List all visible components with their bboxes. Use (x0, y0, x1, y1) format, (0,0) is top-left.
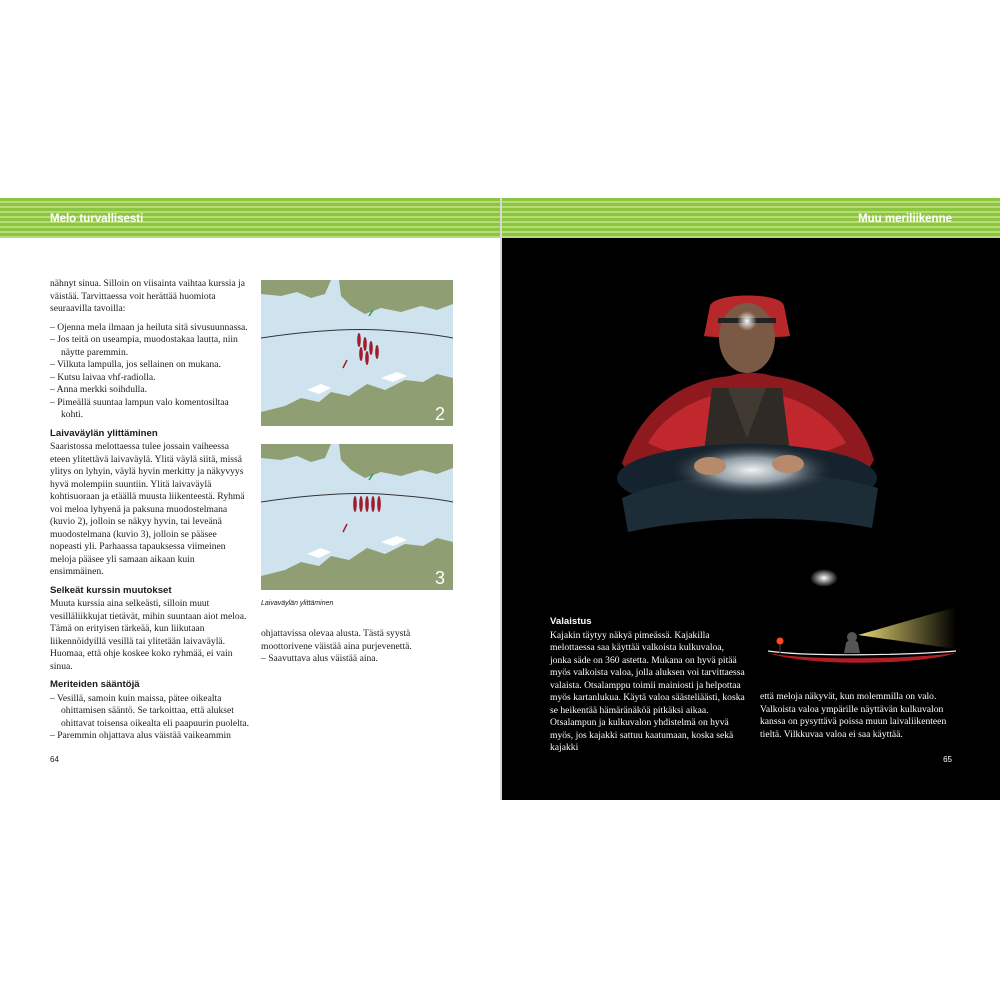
right-column-2 (760, 691, 956, 747)
section-heading: Laivaväylän ylittäminen (50, 427, 158, 439)
kayaker-headlamp-photo (612, 288, 882, 598)
list-item: – Vilkuta lampulla, jos sellainen on mukana. (50, 359, 250, 372)
left-column-2 (261, 628, 453, 672)
section-heading: Valaistus (550, 616, 592, 627)
fairway-crossing-map-3 (261, 444, 453, 590)
tips-list (50, 322, 250, 422)
list-item: – Jos teitä on useampia, muodostakaa lautta, niin näytte paremmin. (50, 334, 250, 359)
right-page (502, 198, 1000, 800)
rules-list-continued (261, 653, 453, 666)
list-item: – Pimeällä suuntaa lampun valo komentosiltaa kohti. (50, 397, 250, 422)
list-item: – Ojenna mela ilmaan ja heiluta sitä sivusuunnassa. (50, 322, 250, 335)
body-paragraph: Muuta kurssia aina selkeästi, silloin muut vesilläliikkujat tietävät, mihin suuntaan aiot meloa. Tämä on erityisen tärkeää, kun liikutaan liikennöidyillä vesillä tai ylitetään laivaväylä. Huomaa, että ohje koskee koko ryhmää, ei vain sinua. (50, 598, 247, 672)
rules-list (50, 693, 250, 743)
section-heading: Selkeät kurssin muutokset (50, 584, 172, 596)
section-heading: Meriteiden sääntöjä (50, 679, 140, 690)
right-column-1 (550, 616, 746, 761)
figure-number: 3 (434, 568, 445, 588)
body-paragraph: Kajakin täytyy näkyä pimeässä. Kajakilla melottaessa saa käyttää valkoista kulkuvaloa, jonka säde on 360 astetta. Mukana on hyvä pitää myös valkoista valoa, jolla aluksen voi tarvittaessa valaista. Otsalamppu toimii mainiosti ja helpottaa myös kartanlukua. Käytä valoa säästeliäästi, koska se heikentää hämäränäköä pitkäksi aikaa. Otsalampun ja kulkuvalon yhdistelmä on hyvä myös, jos kajakki sattuu kaatumaan, koska sekä kajakki (550, 629, 745, 753)
right-page-number: 65 (943, 755, 952, 764)
list-item: – Saavuttava alus väistää aina. (261, 653, 453, 666)
list-item: – Kutsu laivaa vhf-radiolla. (50, 372, 250, 385)
right-header-band (502, 198, 1000, 238)
figure-caption: Laivaväylän ylittäminen (261, 600, 334, 607)
fairway-crossing-map-2 (261, 280, 453, 426)
left-page (0, 198, 500, 800)
left-page-number: 64 (50, 755, 59, 764)
list-item: – Vesillä, samoin kuin maissa, pätee oikealta ohittamisen sääntö. Se tarkoittaa, että alukset ohittavat toisensa oikealta eli paapuurin puolelta. (50, 693, 250, 731)
continuation-paragraph: ohjattavissa olevaa alusta. Tästä syystä moottorivene väistää aina purjevenettä. (261, 628, 412, 652)
intro-paragraph: nähnyt sinua. Silloin on viisainta vaihtaa kurssia ja väistää. Tarvittaessa voit herättää huomiota seuraavilla tavoilla: (50, 278, 246, 314)
body-paragraph: Saaristossa melottaessa tulee jossain vaiheessa eteen ylitettävä laivaväylä. Ylitä väylä siitä, missä ylitys on lyhyin, väylä hyvin merkitty ja näkyvyys hyvä molempiin suuntiin. Ylitä laivaväylä kohtisuoraan ja etäällä muusta liikenteestä. Ryhmä voi meloa lyhyenä ja paksuna muodostelmana (kuvio 2), jolloin se näkyy hyvin, tai leveänä muodostelmana (kuvio 3), jolloin se pääsee nopeasti yli. Parhaassa tapauksessa viimeinen meloja pääsee yli samaan aikaan kuin ensimmäinen. (50, 441, 245, 577)
left-column-1 (50, 278, 250, 749)
kayak-light-illustration (760, 593, 960, 668)
list-item: – Paremmin ohjattava alus väistää vaikeammin (50, 730, 250, 743)
list-item: – Anna merkki soihdulla. (50, 384, 250, 397)
left-running-head: Melo turvallisesti (50, 213, 144, 225)
right-running-head: Muu meriliikenne (858, 213, 952, 225)
left-header-band (0, 198, 500, 238)
figure-number: 2 (434, 404, 445, 424)
body-paragraph: että meloja näkyvät, kun molemmilla on valo. Valkoista valoa ympärille näyttävän kulkuvalon kanssa on pysyttävä poissa muun laivaliikenteen tieltä. Vilkkuvaa valoa ei saa käyttää. (760, 691, 947, 740)
